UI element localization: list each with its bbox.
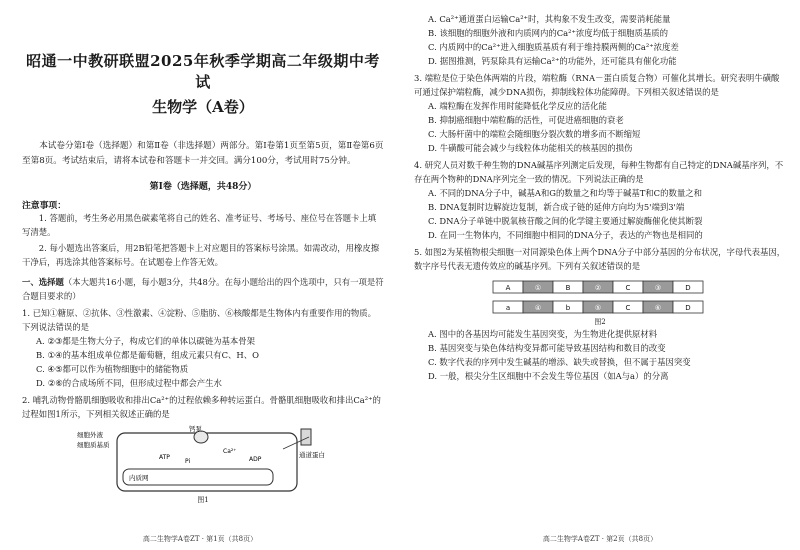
top-chromosome-label-5: ③: [654, 284, 662, 292]
chromosome-bottom: [493, 301, 703, 313]
question-5-option-c: C. 数字代表的序列中发生碱基的增添、缺失或替换，但不属于基因突变: [428, 357, 691, 367]
figure-1-diagram: [73, 423, 333, 495]
top-chromosome-label-6: D: [685, 284, 691, 292]
part-heading: 一、选择题: [22, 277, 64, 287]
question-3-option-b: B. 抑制癌细胞中端粒酶的活性，可促进癌细胞的衰老: [428, 115, 624, 125]
label-calcium-pump: 钙泵: [189, 425, 202, 433]
question-3-option-d: D. 牛磺酸可能会减少与线粒体功能相关的核基因的损伤: [428, 143, 633, 153]
note-2: 2. 每小题选出答案后，用2B铅笔把答题卡上对应题目的答案标号涂黑。如需改动，用橡皮擦干净后，再选涂其他答案标号。在试题卷上作答无效。: [22, 243, 380, 267]
label-extracellular: 细胞外液: [77, 431, 103, 439]
question-1-option-c: C. ④⑤都可以作为植物细胞中的储能物质: [36, 364, 189, 374]
chromosome-top: [493, 281, 703, 293]
question-2-option-c: C. 内质网中的Ca²⁺进入细胞质基质有利于维持膜两侧的Ca²⁺浓度差: [428, 42, 679, 52]
label-channel-protein: 通道蛋白: [299, 451, 325, 459]
label-calcium-ion: Ca²⁺: [223, 448, 237, 455]
bottom-chromosome-label-0: a: [505, 304, 511, 312]
question-5-stem: 5. 如图2为某植物根尖细胞一对同源染色体上两个DNA分子中部分基因的分布状况，字母代表基因，数字序号代表无遗传效应的碱基序列。下列有关叙述错误的是: [414, 247, 786, 271]
note-1: 1. 答题前，考生务必用黑色碳素笔将自己的姓名、准考证号、考场号、座位号在答题卡上填写清楚。: [22, 213, 377, 237]
page-2-footer: 高二生物学A卷ZT · 第2页（共8页）: [542, 535, 658, 543]
question-2-option-a: A. Ca²⁺通道蛋白运输Ca²⁺时，其构象不发生改变，需要消耗能量: [428, 14, 671, 24]
label-cytoplasm: 细胞质基质: [77, 441, 110, 449]
exam-intro: 本试卷分第Ⅰ卷（选择题）和第Ⅱ卷（非选择题）两部分。第Ⅰ卷第1页至第5页，第Ⅱ卷第6页至第8页。考试结束后，请将本试卷和答题卡一并交回。满分100分，考试用时75分钟。: [22, 141, 384, 166]
bottom-chromosome-label-6: D: [685, 304, 691, 312]
bottom-chromosome-label-1: ④: [534, 304, 542, 312]
question-1-option-a: A. ②③都是生物大分子，构成它们的单体以碳链为基本骨架: [36, 336, 256, 346]
question-4-option-d: D. 在同一生物体内，不同细胞中相同的DNA分子，表达的产物也是相同的: [428, 230, 703, 240]
question-2-stem: 2. 哺乳动物骨骼肌细胞吸收和排出Ca²⁺的过程依赖多种转运蛋白。骨骼肌细胞吸收和排出Ca²⁺的过程如图1所示，下列相关叙述正确的是: [22, 395, 381, 419]
label-pi: Pi: [185, 458, 191, 465]
question-4-option-a: A. 不同的DNA分子中，碱基A和G的数量之和均等于碱基T和C的数量之和: [428, 188, 702, 198]
question-5-option-a: A. 图中的各基因均可能发生基因突变，为生物进化提供原材料: [428, 329, 658, 339]
part-heading-row: [22, 275, 384, 303]
top-chromosome-label-3: ②: [594, 284, 602, 292]
question-2-option-d: D. 据图推测，钙泵除具有运输Ca²⁺的功能外，还可能具有催化功能: [428, 56, 677, 66]
label-adp: ADP: [249, 456, 262, 463]
question-5-option-d: D. 一般，根尖分生区细胞中不会发生等位基因（如A与a）的分离: [428, 371, 669, 381]
question-1-stem: 1. 已知①糖原、②抗体、③性激素、④淀粉、⑤脂肪、⑥核酸都是生物体内有重要作用的物质。下列说法错误的是: [22, 308, 377, 332]
bottom-chromosome-label-5: ⑥: [654, 304, 662, 312]
question-3-option-a: A. 端粒酶在发挥作用时能降低化学反应的活化能: [428, 101, 607, 111]
top-chromosome-label-2: B: [565, 284, 571, 292]
question-3-option-c: C. 大肠杆菌中的端粒会随细胞分裂次数的增多而不断缩短: [428, 129, 641, 139]
figure-2-diagram: [485, 277, 715, 317]
exam-subtitle: 生物学（A卷）: [152, 98, 254, 116]
question-1-option-b: B. ①④的基本组成单位都是葡萄糖，组成元素只有C、H、O: [36, 350, 259, 360]
question-4-stem: 4. 研究人员对数千种生物的DNA碱基序列测定后发现，每种生物都有自己特定的DNA碱基序列，不存在两个物种的DNA序列完全一致的情况。下列说法正确的是: [414, 160, 784, 184]
page-1-footer: 高二生物学A卷ZT · 第1页（共8页）: [142, 535, 258, 543]
question-2-option-b: B. 该细胞的细胞外液和内质网内的Ca²⁺浓度均低于细胞质基质的: [428, 28, 669, 38]
figure-2-caption: 图2: [594, 318, 606, 326]
question-5-option-b: B. 基因突变与染色体结构变异都可能导致基因结构和数目的改变: [428, 343, 666, 353]
cell-membrane: [117, 433, 297, 491]
label-atp: ATP: [159, 454, 170, 461]
part-description: （本大题共16小题，每小题3分，共48分。在每小题给出的四个选项中，只有一项是符合题目要求的）: [22, 277, 384, 301]
figure-1-caption: 图1: [197, 496, 209, 504]
bottom-chromosome-label-2: b: [565, 304, 571, 312]
question-4-option-b: B. DNA复制时边解旋边复制，新合成子链的延伸方向均为5'端到3'端: [428, 202, 685, 212]
bottom-chromosome-label-3: ⑤: [594, 304, 602, 312]
top-chromosome-label-1: ①: [534, 284, 542, 292]
exam-title: 昭通一中教研联盟2025年秋季学期高二年级期中考试: [26, 52, 380, 91]
bottom-chromosome-label-4: C: [625, 304, 631, 312]
question-3-stem: 3. 端粒是位于染色体两端的片段，端粒酶（RNA－蛋白质复合物）可催化其增长。研究表明牛磺酸可通过保护端粒酶，减少DNA损伤，抑制线粒体功能障碍。下列相关叙述错误的是: [414, 73, 780, 97]
top-chromosome-label-4: C: [625, 284, 631, 292]
label-er: 内质网: [129, 474, 149, 482]
question-1-option-d: D. ②⑥的合成场所不同，但形成过程中都会产生水: [36, 378, 222, 388]
channel-protein-shape: [301, 429, 311, 445]
top-chromosome-label-0: A: [505, 284, 511, 292]
page-2: [400, 0, 800, 550]
notes-heading: 注意事项：: [22, 201, 66, 211]
section-title: 第Ⅰ卷（选择题，共48分）: [149, 182, 257, 192]
question-4-option-c: C. DNA分子单链中脱氧核苷酸之间的化学键主要通过解旋酶催化使其断裂: [428, 216, 703, 226]
